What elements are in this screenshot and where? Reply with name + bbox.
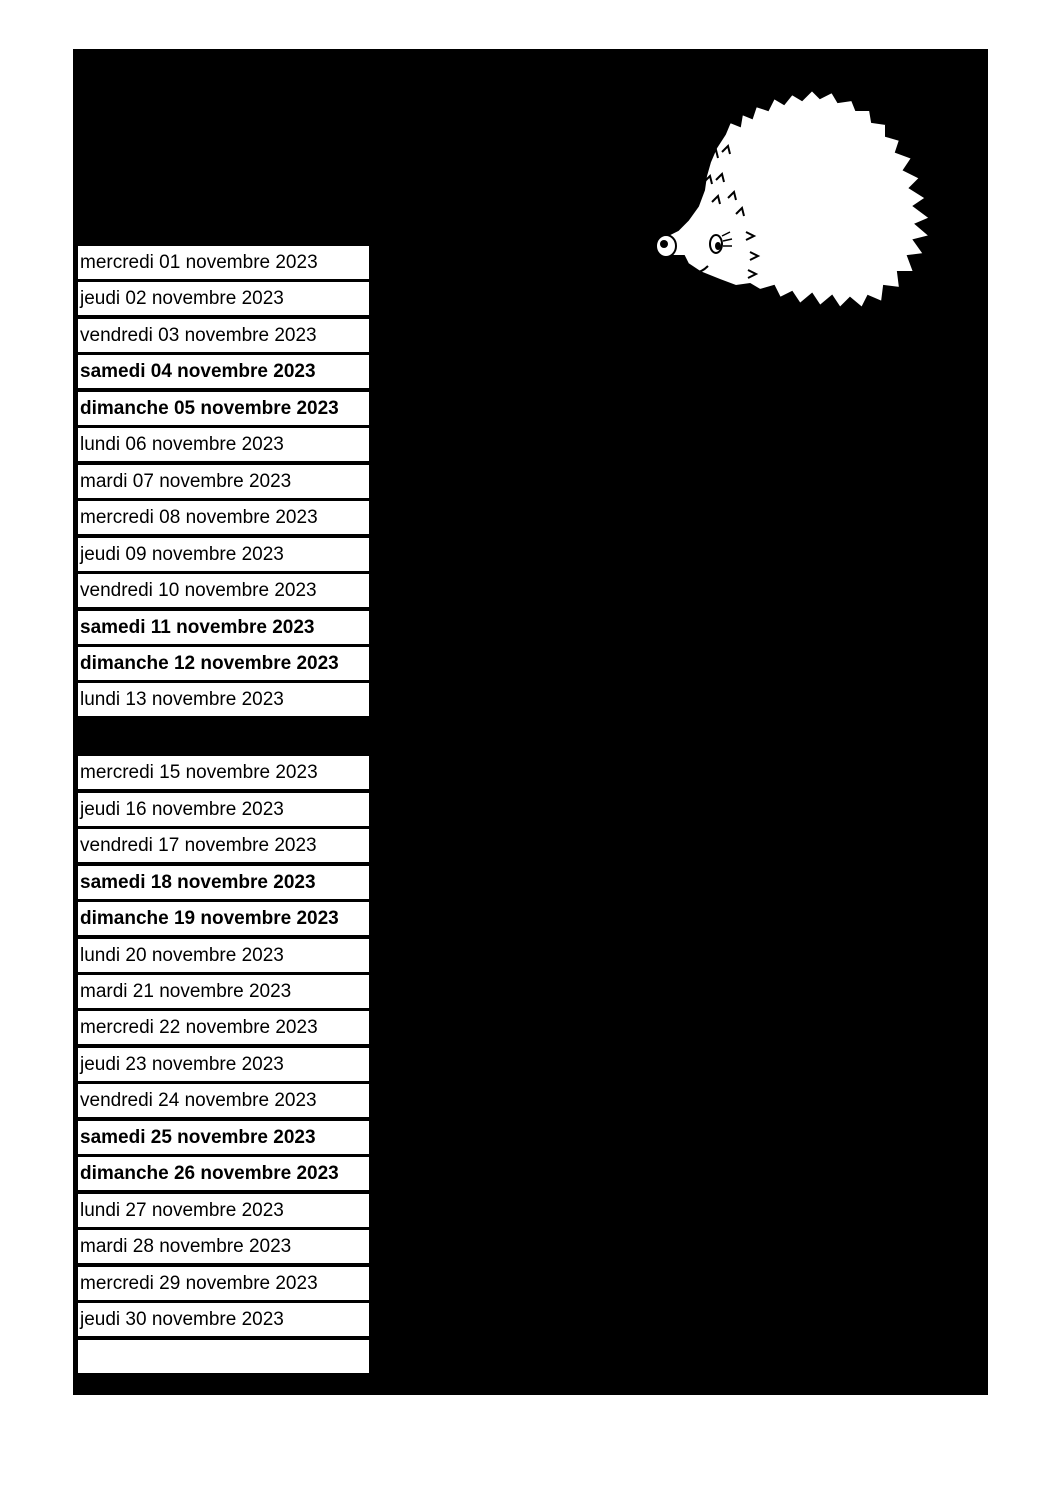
date-cell: jeudi 30 novembre 2023 [78,1303,369,1336]
date-cell: lundi 13 novembre 2023 [78,683,369,716]
date-cell: mercredi 29 novembre 2023 [78,1267,369,1300]
date-cell: vendredi 10 novembre 2023 [78,574,369,607]
date-cell: jeudi 02 novembre 2023 [78,282,369,315]
date-cell: mardi 21 novembre 2023 [78,975,369,1008]
weekend-date-cell: samedi 04 novembre 2023 [78,355,369,388]
weekend-date-cell: dimanche 26 novembre 2023 [78,1157,369,1190]
date-cell: jeudi 09 novembre 2023 [78,538,369,571]
date-cell: lundi 06 novembre 2023 [78,428,369,461]
date-cell: mercredi 08 novembre 2023 [78,501,369,534]
weekend-date-cell: samedi 25 novembre 2023 [78,1121,369,1154]
weekend-date-cell: dimanche 12 novembre 2023 [78,647,369,680]
date-cell: jeudi 16 novembre 2023 [78,793,369,826]
weekend-date-cell: dimanche 05 novembre 2023 [78,392,369,425]
date-cell: lundi 20 novembre 2023 [78,939,369,972]
date-cell: lundi 27 novembre 2023 [78,1194,369,1227]
weekend-date-cell: dimanche 19 novembre 2023 [78,902,369,935]
date-cell: jeudi 23 novembre 2023 [78,1048,369,1081]
date-cell: mercredi 15 novembre 2023 [78,756,369,789]
date-cell: vendredi 17 novembre 2023 [78,829,369,862]
weekend-date-cell: samedi 11 novembre 2023 [78,611,369,644]
date-cell: mercredi 01 novembre 2023 [78,246,369,279]
date-cell: mercredi 22 novembre 2023 [78,1011,369,1044]
date-cell: vendredi 24 novembre 2023 [78,1084,369,1117]
hedgehog-icon [650,86,980,321]
date-cell: mardi 28 novembre 2023 [78,1230,369,1263]
date-cell: mardi 07 novembre 2023 [78,465,369,498]
date-cell: vendredi 03 novembre 2023 [78,319,369,352]
date-cell [78,1340,369,1373]
weekend-date-cell: samedi 18 novembre 2023 [78,866,369,899]
